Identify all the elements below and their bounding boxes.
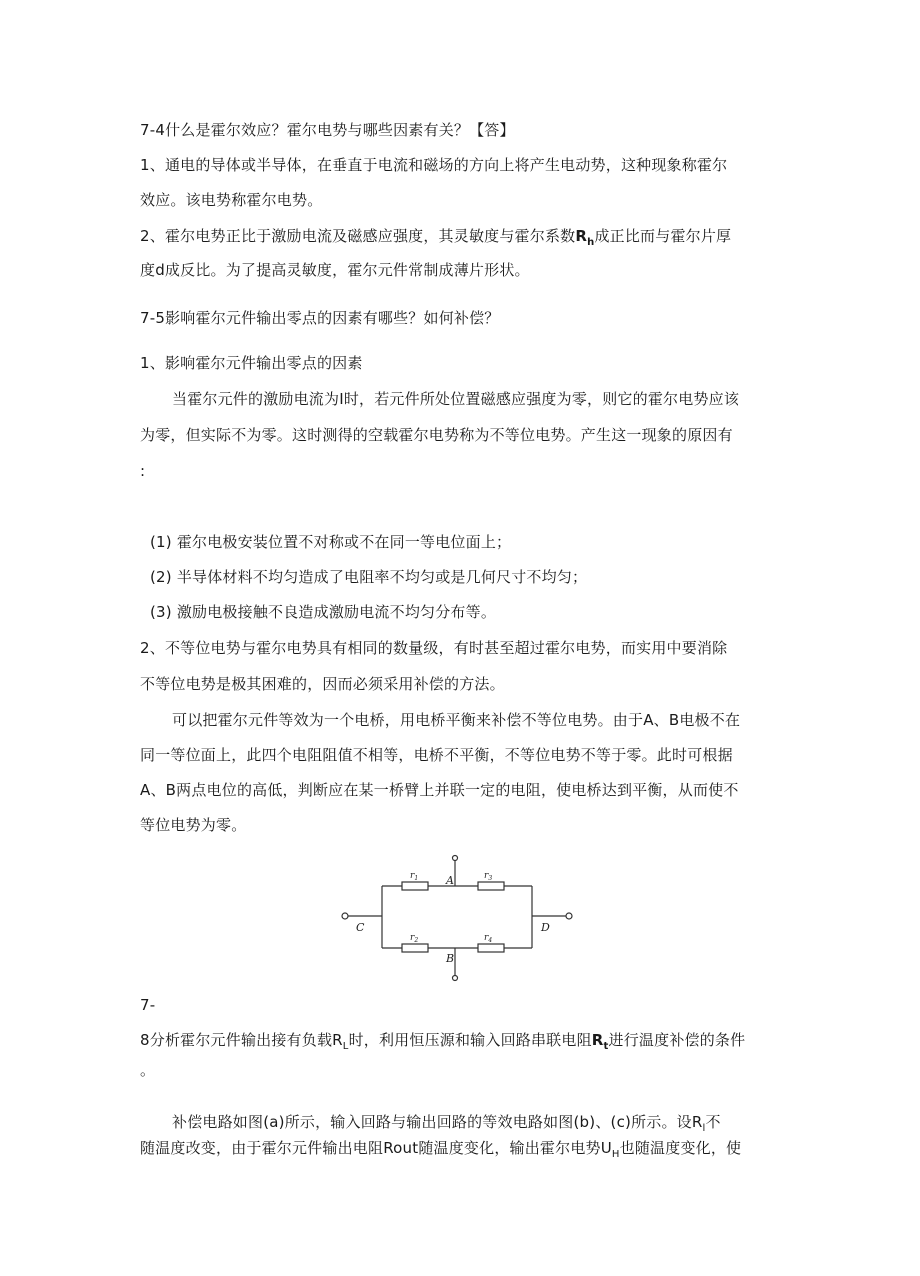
bridge-circuit-diagram (338, 852, 578, 986)
section-2-line1: 2、不等位电势与霍尔电势具有相同的数量级，有时甚至超过霍尔电势，而实用中要消除 (140, 639, 728, 657)
paragraph-2-line1: 可以把霍尔元件等效为一个电桥，用电桥平衡来补偿不等位电势。由于A、B电极不在 (172, 711, 741, 729)
paragraph-3-line1 (172, 1112, 721, 1135)
question-7-8-line3: 。 (140, 1061, 156, 1079)
hall-voltage-symbol: U (600, 1139, 612, 1157)
text-segment: 随温度改变，由于霍尔元件输出电阻Rout随温度变化，输出霍尔电势 (140, 1139, 601, 1157)
terminal-b (453, 976, 458, 981)
text-segment: 2、霍尔电势正比于激励电流及磁感应强度，其灵敏度与霍尔系数 (140, 227, 576, 245)
paragraph-1-line1: 当霍尔元件的激励电流为I时，若元件所处位置磁感应强度为零，则它的霍尔电势应该 (172, 390, 740, 408)
text-segment: 不 (705, 1113, 721, 1131)
hall-coefficient-symbol: R (575, 227, 588, 245)
resistor-r2-label: $r_2$ (410, 933, 419, 944)
paragraph-1-line2: 为零，但实际不为零。这时测得的空载霍尔电势称为不等位电势。产生这一现象的原因有 (140, 426, 733, 444)
paragraph-2-line4: 等位电势为零。 (140, 816, 247, 834)
node-label-d: D (541, 921, 550, 934)
cause-item-3: (3) 激励电极接触不良造成激励电流不均匀分布等。 (150, 603, 497, 621)
question-7-8-line1: 7- (140, 996, 156, 1014)
series-resistance-subscript: t (603, 1041, 609, 1052)
terminal-a (453, 856, 458, 861)
resistance-subscript: l (702, 1123, 706, 1134)
load-resistance-subscript: L (342, 1041, 349, 1052)
question-7-8-line2 (140, 1030, 745, 1053)
resistance-symbol: R (691, 1113, 703, 1131)
answer-7-4-point1-line1: 1、通电的导体或半导体，在垂直于电流和磁场的方向上将产生电动势，这种现象称霍尔 (140, 156, 728, 174)
node-label-c: C (356, 921, 365, 934)
node-label-a: A (446, 874, 454, 887)
paragraph-3-line2 (140, 1138, 741, 1161)
terminal-c (342, 913, 348, 919)
resistor-r3-label: $r_3$ (484, 871, 493, 882)
answer-7-4-point2-line2: 度d成反比。为了提高灵敏度，霍尔元件常制成薄片形状。 (140, 261, 530, 279)
paragraph-2-line2: 同一等位面上，此四个电阻阻值不相等，电桥不平衡，不等位电势不等于零。此时可根据 (140, 746, 733, 764)
cause-item-1: (1) 霍尔电极安装位置不对称或不在同一等电位面上； (150, 533, 512, 551)
answer-7-4-point2-line1 (140, 226, 731, 249)
section-2-line2: 不等位电势是极其困难的，因而必须采用补偿的方法。 (140, 675, 505, 693)
text-segment: 进行温度补偿的条件 (608, 1031, 746, 1049)
question-7-4-title: 7-4什么是霍尔效应？霍尔电势与哪些因素有关？【答】 (140, 121, 515, 139)
section-1-heading: 1、影响霍尔元件输出零点的因素 (140, 354, 363, 372)
hall-voltage-subscript: H (611, 1149, 620, 1160)
paragraph-1-line3: : (140, 462, 146, 480)
node-label-b: B (446, 952, 455, 965)
terminal-d (566, 913, 572, 919)
text-segment: 也随温度变化，使 (619, 1139, 742, 1157)
paragraph-2-line3: A、B两点电位的高低，判断应在某一桥臂上并联一定的电阻，使电桥达到平衡，从而使不 (140, 781, 739, 799)
cause-item-2: (2) 半导体材料不均匀造成了电阻率不均匀或是几何尺寸不均匀； (150, 568, 588, 586)
question-7-5-title: 7-5影响霍尔元件输出零点的因素有哪些？如何补偿？ (140, 309, 500, 327)
hall-coefficient-subscript: h (587, 237, 595, 248)
resistor-r4-label: $r_4$ (484, 933, 493, 944)
text-segment: 成正比而与霍尔片厚 (594, 227, 732, 245)
series-resistance-symbol: R (591, 1031, 604, 1049)
resistor-r1-label: $r_1$ (410, 871, 419, 882)
text-segment: 时，利用恒压源和输入回路串联电阻 (348, 1031, 592, 1049)
text-segment: 8分析霍尔元件输出接有负载 (140, 1031, 333, 1049)
load-resistance-symbol: R (332, 1031, 343, 1049)
answer-7-4-point1-line2: 效应。该电势称霍尔电势。 (140, 191, 323, 209)
text-segment: 补偿电路如图(a)所示，输入回路与输出回路的等效电路如图(b)、(c)所示。设 (172, 1113, 692, 1131)
